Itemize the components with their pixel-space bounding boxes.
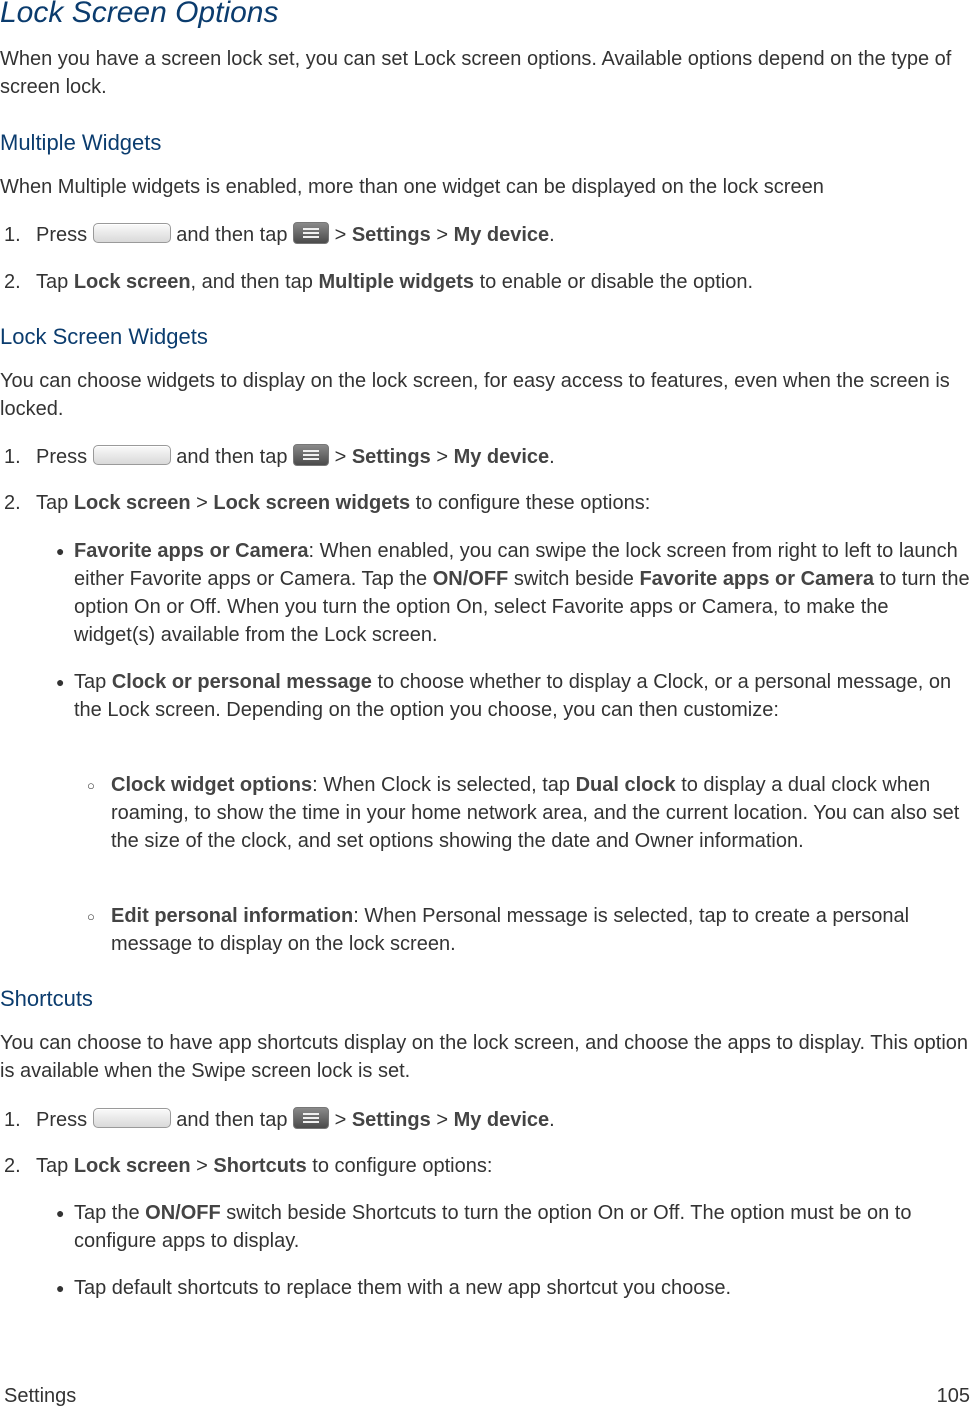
gt-symbol: > (436, 224, 448, 246)
lock-screen-label: Lock screen (73, 492, 191, 514)
bullet-clock-or-message (56, 668, 972, 724)
step-text (36, 1152, 492, 1180)
section-heading-multiple-widgets: Multiple Widgets (0, 130, 162, 155)
bullet-icon: ● (56, 1205, 65, 1221)
settings-label: Settings (351, 1109, 431, 1131)
bullet-text: switch beside Shortcuts to turn the option On or Off. The option must be on to configure apps to display. (74, 1202, 912, 1252)
gt-symbol: > (334, 1109, 347, 1131)
lock-screen-label: Lock screen (73, 1155, 191, 1177)
section-heading-shortcuts: Shortcuts (0, 986, 93, 1011)
step-end-text: to configure these options: (415, 492, 651, 514)
bullet-text: Tap default shortcuts to replace them with a new app shortcut you choose. (74, 1277, 732, 1299)
lock-screen-widgets-label: Lock screen widgets (213, 492, 411, 514)
step-text (36, 489, 650, 517)
shortcuts-label: Shortcuts (213, 1155, 307, 1177)
period: . (549, 224, 555, 246)
lock-screen-widgets-paragraph: You can choose widgets to display on the lock screen, for easy access to features, even when the screen is locked. (0, 370, 950, 420)
sub-bullet-icon: ○ (87, 909, 95, 924)
menu-key-icon (293, 1107, 329, 1129)
bullet-text: switch beside (513, 568, 634, 590)
home-key-icon (93, 445, 171, 465)
step-number: 1. (4, 1109, 21, 1131)
bullet-title: Clock or personal message (111, 671, 372, 693)
shortcuts-paragraph: You can choose to have app shortcuts display on the lock screen, and choose the apps to display. This option is available when the Swipe screen lock is set. (0, 1032, 969, 1082)
tap-text: Tap (36, 271, 69, 293)
bullet-title: Favorite apps or Camera (74, 540, 309, 562)
on-off-label: ON/OFF (145, 1202, 221, 1224)
gt-symbol: > (196, 1155, 208, 1177)
dual-clock-label: Dual clock (575, 774, 676, 796)
press-text: Press (36, 224, 88, 246)
gt-symbol: > (334, 224, 347, 246)
bullet-text: : When enabled, you can swipe the lock screen from right to left to launch either Favorite apps or Camera. Tap the (74, 540, 958, 590)
step-end-text: to configure options: (312, 1155, 493, 1177)
favorite-apps-label: Favorite apps or Camera (639, 568, 874, 590)
bullet-icon: ● (56, 674, 65, 690)
multiple-widgets-paragraph: When Multiple widgets is enabled, more than one widget can be displayed on the lock screen (0, 176, 824, 198)
on-off-label: ON/OFF (432, 568, 509, 590)
section-heading-lock-screen-widgets: Lock Screen Widgets (0, 324, 208, 349)
footer-section-name: Settings (4, 1385, 77, 1407)
bullet-icon: ● (56, 1280, 65, 1296)
bullet-icon: ● (56, 543, 65, 559)
bullet-text: Tap (74, 671, 107, 693)
multiple-widgets-label: Multiple widgets (318, 271, 474, 293)
settings-label: Settings (351, 446, 431, 468)
tap-text: Tap (36, 492, 69, 514)
sub-bullet-icon: ○ (87, 778, 95, 793)
my-device-label: My device (453, 446, 550, 468)
menu-key-icon (293, 222, 329, 244)
tap-text: Tap (36, 1155, 69, 1177)
bullet-text: Tap the (74, 1202, 140, 1224)
gt-symbol: > (436, 446, 448, 468)
my-device-label: My device (453, 224, 550, 246)
sub-bullet-personal-info (87, 902, 971, 958)
bullet-shortcuts-on-off (56, 1199, 972, 1255)
home-key-icon (93, 1108, 171, 1128)
page-title: Lock Screen Options (0, 0, 279, 29)
my-device-label: My device (453, 1109, 550, 1131)
then-tap-text: , and then tap (190, 271, 313, 293)
gt-symbol: > (334, 446, 347, 468)
step-number: 2. (4, 492, 21, 514)
then-tap-text: and then tap (176, 224, 288, 246)
step-number: 1. (4, 446, 21, 468)
gt-symbol: > (436, 1109, 448, 1131)
step-number: 1. (4, 224, 21, 246)
intro-paragraph: When you have a screen lock set, you can set Lock screen options. Available options depend on the type of screen lock. (0, 48, 952, 98)
footer-page-number: 105 (936, 1385, 970, 1407)
step-number: 2. (4, 1155, 21, 1177)
then-tap-text: and then tap (176, 446, 288, 468)
sub-bullet-title: Clock widget options (111, 774, 313, 796)
step-text (36, 443, 555, 471)
step-number: 2. (4, 271, 21, 293)
then-tap-text: and then tap (176, 1109, 288, 1131)
sub-bullet-text: : When Personal message is selected, tap to create a personal message to display on the lock screen. (111, 905, 910, 955)
step-end-text: to enable or disable the option. (479, 271, 754, 293)
step-text (36, 268, 753, 296)
period: . (549, 446, 555, 468)
sub-bullet-text: to display a dual clock when roaming, to show the time in your home network area, and the current location. You can also set the size of the clock, and set options showing the date and Owner information. (111, 774, 960, 852)
press-text: Press (36, 1109, 88, 1131)
press-text: Press (36, 446, 88, 468)
step-text (36, 1106, 555, 1134)
period: . (549, 1109, 555, 1131)
bullet-default-shortcuts (56, 1274, 972, 1302)
lock-screen-label: Lock screen (73, 271, 191, 293)
sub-bullet-text: : When Clock is selected, tap (312, 774, 571, 796)
gt-symbol: > (196, 492, 208, 514)
bullet-text: to turn the option On or Off. When you turn the option On, select Favorite apps or Camera, to make the widget(s) available from the Lock screen. (74, 568, 970, 646)
bullet-text: to choose whether to display a Clock, or a personal message, on the Lock screen. Depending on the option you choose, you can then customize: (74, 671, 952, 721)
menu-key-icon (293, 444, 329, 466)
sub-bullet-clock-widget (87, 771, 971, 855)
home-key-icon (93, 223, 171, 243)
sub-bullet-title: Edit personal information (111, 905, 354, 927)
step-text (36, 221, 555, 249)
bullet-favorite-apps (56, 537, 972, 649)
settings-label: Settings (351, 224, 431, 246)
